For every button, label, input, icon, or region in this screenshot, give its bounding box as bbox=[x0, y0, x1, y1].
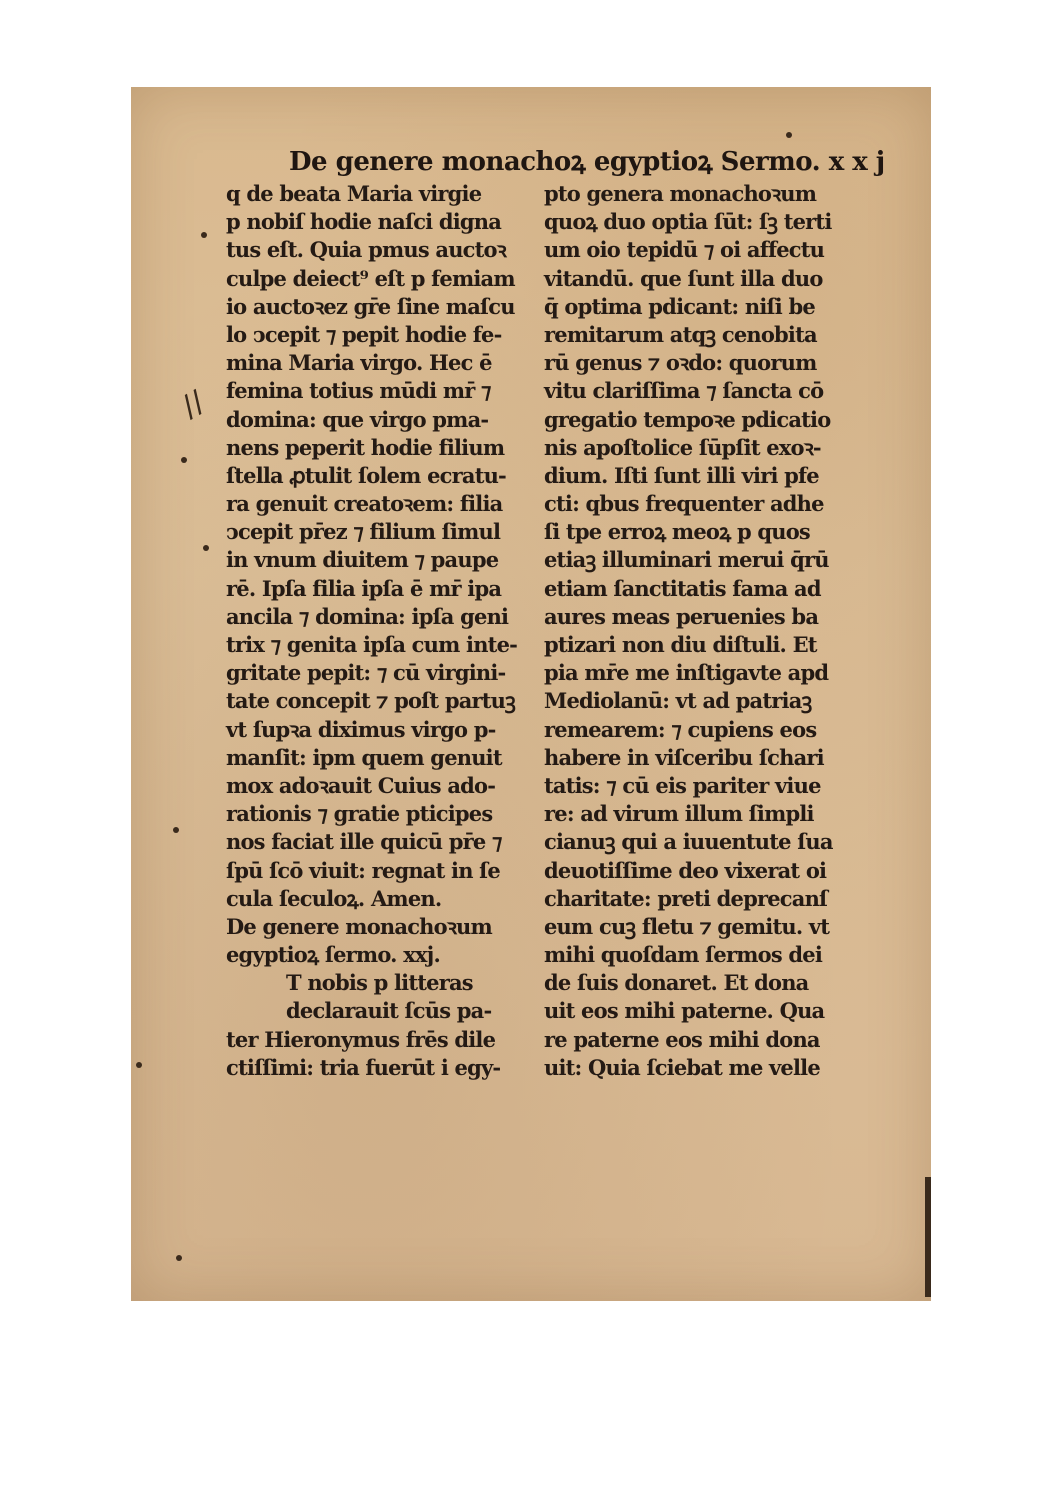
text-line: q̄ optima pdicant: niſi be bbox=[544, 293, 815, 319]
text-line: lo ↄcepit ⁊ pepit hodie fe- bbox=[226, 321, 502, 347]
text-line: remitarum atqꝫ cenobita bbox=[544, 321, 817, 347]
text-line: ptizari non diu diſtuli. Et bbox=[544, 632, 817, 657]
text-line: uit eos mihi paterne. Qua bbox=[544, 998, 825, 1024]
text-line: eum cuꝫ fletu ⁊ gemitu. vt bbox=[544, 913, 830, 939]
text-line: cianuꝫ qui a iuuentute ſua bbox=[544, 829, 833, 855]
text-line: um oio tepidū ⁊ oi affectu bbox=[544, 237, 825, 263]
text-line: ſpū ſcō viuit: regnat in ſe bbox=[226, 857, 500, 883]
text-line: etiaꝫ illuminari merui q̄rū bbox=[544, 547, 829, 573]
right-text-column bbox=[544, 180, 864, 1082]
text-line: rē. Ipſa filia ipſa ē mr̄ ipa bbox=[226, 575, 502, 601]
text-line: pto genera monachoꝛum bbox=[544, 181, 817, 206]
text-line: gregatio tempoꝛe pdicatio bbox=[544, 406, 831, 432]
text-line: q de beata Maria virgie bbox=[226, 181, 482, 206]
text-line: ctiſſimi: tria fuerūt i egy- bbox=[226, 1054, 501, 1080]
text-line: rationis ⁊ gratie pticipes bbox=[226, 801, 493, 827]
text-line: etiam ſanctitatis fama ad bbox=[544, 575, 821, 601]
text-line: declarauit ſcūs pa- bbox=[286, 998, 492, 1024]
text-line: uit: Quia ſciebat me velle bbox=[544, 1054, 820, 1080]
text-line: io auctoꝛez gr̄e ſine maſcu bbox=[226, 293, 515, 319]
text-line: tatis: ⁊ cū eis pariter viue bbox=[544, 772, 821, 798]
text-line: nos faciat ille quicū pr̄e ⁊ bbox=[226, 829, 502, 855]
text-line: mox adoꝛauit Cuius ado- bbox=[226, 772, 496, 798]
text-line: domina: que virgo pma- bbox=[226, 406, 489, 432]
text-line: ra genuit creatoꝛem: filia bbox=[226, 491, 503, 517]
ink-speck-icon bbox=[181, 457, 187, 463]
ink-speck-icon bbox=[173, 827, 179, 833]
text-line: femina totius mūdi mr̄ ⁊ bbox=[226, 378, 491, 404]
ink-speck-icon bbox=[176, 1255, 182, 1261]
text-line: ſtella ꝓtulit ſolem ecratu- bbox=[226, 462, 506, 488]
text-line: aures meas peruenies ba bbox=[544, 603, 819, 629]
text-line: remearem: ⁊ cupiens eos bbox=[544, 716, 817, 742]
text-line: dium. Iſti ſunt illi viri pfe bbox=[544, 462, 819, 488]
text-line: rū genus ⁊ oꝛdo: quorum bbox=[544, 350, 817, 376]
text-line: in vnum diuitem ⁊ paupe bbox=[226, 547, 499, 573]
text-line: habere in viſceribu ſchari bbox=[544, 744, 824, 770]
text-line: cula ſeculoꝝ. Amen. bbox=[226, 885, 442, 911]
text-line: vitu clariſſima ⁊ ſancta cō bbox=[544, 378, 824, 404]
ink-speck-icon bbox=[203, 545, 209, 551]
text-line: re paterne eos mihi dona bbox=[544, 1026, 820, 1052]
text-line: tate concepit ⁊ poſt partuꝫ bbox=[226, 688, 516, 714]
text-line: nens peperit hodie filium bbox=[226, 434, 505, 460]
text-line: ↄcepit pr̄ez ⁊ filium ſimul bbox=[226, 519, 501, 545]
text-line: T nobis p litteras bbox=[286, 970, 473, 996]
ink-speck-icon bbox=[136, 1062, 142, 1068]
text-line: manſit: ipm quem genuit bbox=[226, 744, 502, 770]
text-line: de ſuis donaret. Et dona bbox=[544, 970, 809, 996]
text-line: culpe deiect⁹ eſt p femiam bbox=[226, 265, 515, 291]
manuscript-leaf bbox=[131, 87, 931, 1301]
text-line: pia mr̄e me inſtigavte apd bbox=[544, 660, 829, 686]
text-line: ancila ⁊ domina: ipſa geni bbox=[226, 603, 509, 629]
text-line: tus eſt. Quia pmus auctoꝛ bbox=[226, 237, 506, 263]
text-line: nis apoſtolice ſūpſit exoꝛ- bbox=[544, 434, 821, 460]
text-line: trix ⁊ genita ipſa cum inte- bbox=[226, 632, 518, 657]
text-line: deuotiſſime deo vixerat oi bbox=[544, 857, 827, 883]
text-line: mina Maria virgo. Hec ē bbox=[226, 350, 492, 376]
text-line: vt ſupꝛa diximus virgo p- bbox=[226, 716, 496, 742]
text-line: re: ad virum illum ſimpli bbox=[544, 801, 814, 827]
text-line: vitandū. que ſunt illa duo bbox=[544, 265, 823, 291]
section-heading-line: egyptioꝝ ſermo. xxj. bbox=[226, 942, 440, 968]
text-line: mihi quoſdam ſermos dei bbox=[544, 942, 823, 968]
text-line: quoꝝ duo optia ſūt: ſꝫ terti bbox=[544, 209, 832, 235]
text-line: ſi tpe erroꝝ meoꝝ p quos bbox=[544, 519, 810, 545]
page-edge-shadow bbox=[925, 1177, 931, 1297]
section-heading-line: De genere monachoꝛum bbox=[226, 913, 492, 939]
ink-speck-icon bbox=[201, 232, 207, 238]
text-line: p nobiſ hodie naſci digna bbox=[226, 209, 502, 235]
text-line: Mediolanū: vt ad patriaꝫ bbox=[544, 688, 812, 714]
ink-speck-icon bbox=[786, 132, 792, 138]
margin-pen-mark-icon: // bbox=[175, 384, 211, 425]
left-text-column bbox=[226, 180, 526, 1082]
text-line: ter Hieronymus frēs dile bbox=[226, 1026, 496, 1052]
text-line: cti: qbus frequenter adhe bbox=[544, 491, 824, 517]
text-line: gritate pepit: ⁊ cū virgini- bbox=[226, 660, 506, 686]
running-header: De genere monachoꝝ egyptioꝝ Sermo. x x j bbox=[289, 147, 885, 177]
text-line: charitate: preti deprecanſ bbox=[544, 885, 828, 911]
